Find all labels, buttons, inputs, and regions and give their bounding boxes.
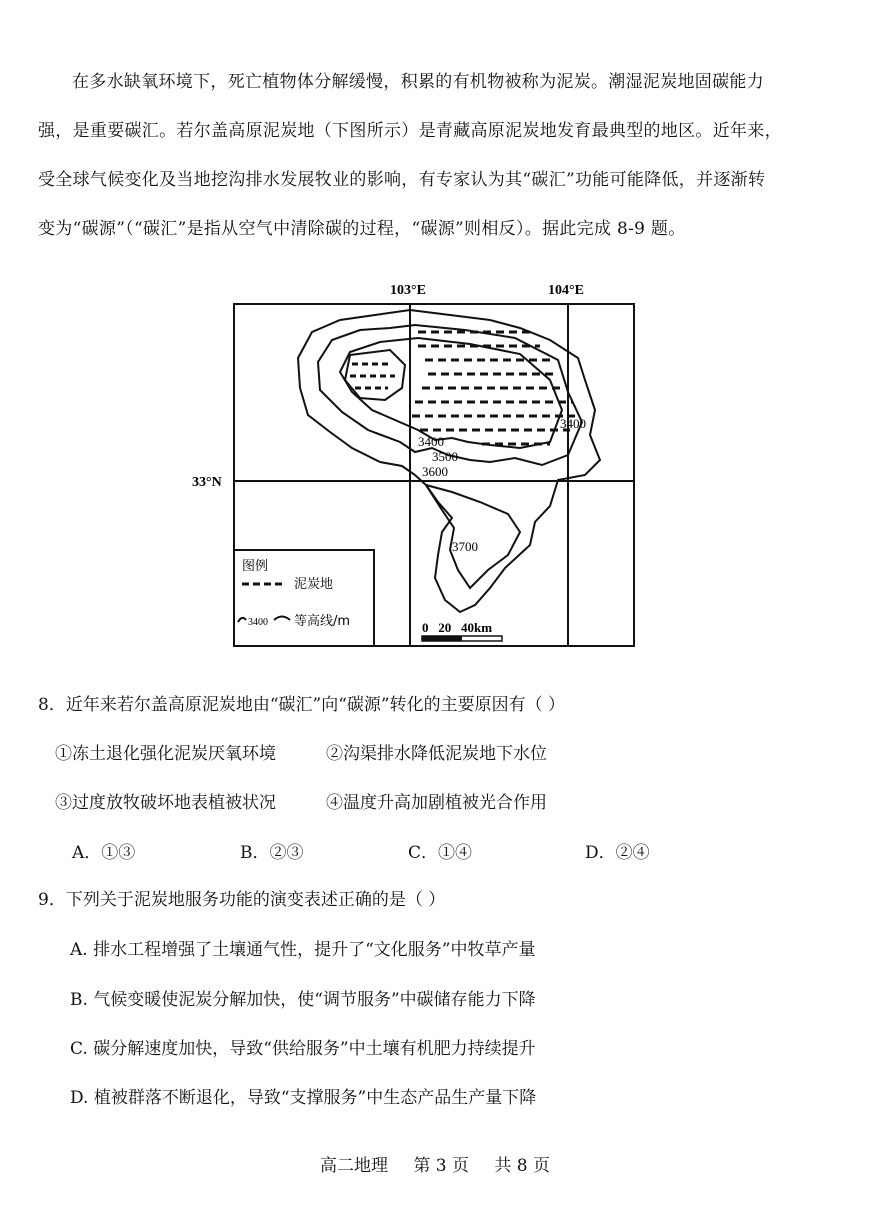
footer-total: 共 8 页: [494, 1156, 551, 1176]
lat-33-label: 33°N: [192, 475, 222, 490]
intro-line-1: 在多水缺氧环境下，死亡植物体分解缓慢，积累的有机物被称为泥炭。潮湿泥炭地固碳能力: [72, 72, 764, 92]
page-footer: [0, 1151, 870, 1176]
intro-line-2: 强，是重要碳汇。若尔盖高原泥炭地（下图所示）是青藏高原泥炭地发育最典型的地区。近年来，: [38, 121, 782, 141]
q8-choice-c[interactable]: C．①④: [408, 843, 473, 863]
q9-stem: 9．下列关于泥炭地服务功能的演变表述正确的是（ ）: [38, 890, 446, 910]
contour-label-3400: 3400: [418, 434, 444, 449]
intro-paragraph: [38, 58, 838, 254]
q8-choice-d[interactable]: D．②④: [585, 843, 650, 863]
q8-choice-a[interactable]: A．①③: [72, 843, 136, 863]
footer-page: 第 3 页: [413, 1156, 469, 1176]
q9-choice-c[interactable]: C. 碳分解速度加快，导致“供给服务”中土壤有机肥力持续提升: [70, 1039, 536, 1059]
legend-contour-value: 3400: [248, 617, 268, 628]
q8-item-1: ①冻土退化强化泥炭厌氧环境: [55, 744, 276, 764]
q9-choice-a[interactable]: A. 排水工程增强了土壤通气性，提升了“文化服务”中牧草产量: [70, 940, 536, 960]
q8-stem: 8．近年来若尔盖高原泥炭地由“碳汇”向“碳源”转化的主要原因有（ ）: [38, 695, 565, 715]
intro-line-3: 受全球气候变化及当地挖沟排水发展牧业的影响，有专家认为其“碳汇”功能可能降低，并逐渐转: [38, 170, 766, 190]
lon-104-label: 104°E: [548, 283, 584, 298]
q8-item-2: ②沟渠排水降低泥炭地下水位: [326, 744, 547, 764]
legend-contour-label: 等高线/m: [294, 614, 351, 629]
q8-item-3: ③过度放牧破坏地表植被状况: [55, 793, 276, 813]
contour-label-3400-east: 3400: [560, 416, 586, 431]
contour-label-3500: 3500: [432, 449, 458, 464]
footer-subject: 高二地理: [319, 1156, 388, 1176]
contour-label-3700: 3700: [452, 539, 478, 554]
intro-line-4: 变为“碳源”（“碳汇”是指从空气中清除碳的过程，“碳源”则相反）。据此完成 8-9 题。: [38, 219, 686, 239]
legend-peat-label: 泥炭地: [294, 577, 334, 592]
q9-choice-b[interactable]: B. 气候变暖使泥炭分解加快，使“调节服务”中碳储存能力下降: [70, 990, 536, 1010]
contour-3700: [426, 485, 520, 588]
scale-label: 0 20 40km: [422, 620, 493, 635]
q8-item-4: ④温度升高加剧植被光合作用: [326, 793, 547, 813]
q9-choice-d[interactable]: D. 植被群落不断退化，导致“支撑服务”中生态产品生产量下降: [70, 1088, 537, 1108]
ruoergai-map: [190, 270, 650, 655]
peatland-west: [350, 364, 395, 388]
contour-label-3600: 3600: [422, 464, 448, 479]
legend-title: 图例: [242, 559, 269, 574]
lon-103-label: 103°E: [390, 283, 426, 298]
q8-choice-b[interactable]: B．②③: [240, 843, 304, 863]
